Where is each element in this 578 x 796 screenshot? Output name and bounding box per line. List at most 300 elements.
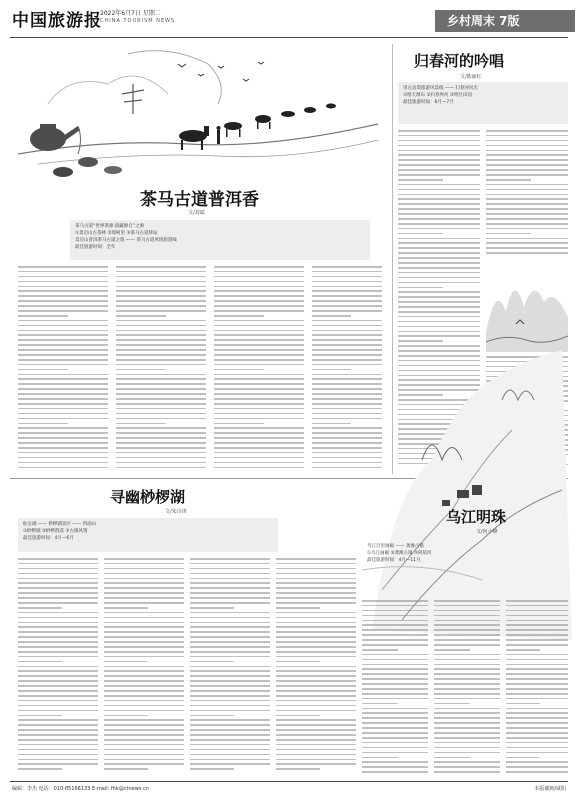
body-text-line	[18, 388, 108, 390]
body-text-line	[276, 587, 356, 589]
body-text-line	[214, 383, 304, 385]
body-text-line	[214, 290, 304, 292]
body-text-line	[312, 325, 382, 327]
body-text-line	[18, 334, 108, 336]
body-text-line	[276, 700, 356, 702]
body-text-line	[398, 331, 480, 333]
body-text-line	[214, 266, 304, 268]
body-text-line	[214, 349, 304, 351]
body-text-line	[276, 656, 356, 658]
body-text-line	[486, 150, 568, 152]
body-text-line	[434, 761, 500, 763]
body-text-line	[362, 761, 428, 763]
body-text-line	[116, 349, 206, 351]
body-text-line	[276, 670, 356, 672]
body-text-line	[214, 403, 304, 405]
body-text-line	[116, 354, 206, 356]
lake-article-title: 寻幽桫椤湖	[110, 488, 186, 506]
body-text-line	[434, 678, 500, 680]
body-text-line	[434, 732, 500, 734]
body-text-line	[190, 729, 270, 731]
body-text-line	[104, 670, 184, 672]
body-text-line	[104, 690, 184, 692]
body-text-line	[116, 266, 206, 268]
body-text-line	[398, 335, 480, 337]
body-text-line	[506, 727, 568, 729]
body-text-line	[506, 732, 568, 734]
body-text-line	[18, 602, 98, 604]
body-text-line	[104, 602, 184, 604]
body-text-line	[18, 622, 98, 624]
body-text-line	[506, 766, 568, 768]
body-text-line	[312, 315, 351, 317]
body-text-line	[398, 130, 480, 132]
body-text-line	[190, 739, 270, 741]
body-text-line	[276, 631, 356, 633]
body-text-line	[362, 712, 428, 714]
body-text-line	[398, 189, 480, 191]
body-text-line	[506, 668, 568, 670]
body-text-line	[18, 768, 62, 770]
body-text-line	[116, 310, 206, 312]
body-text-line	[18, 700, 98, 702]
body-text-line	[506, 737, 568, 739]
body-text-line	[434, 688, 500, 690]
body-text-line	[398, 262, 480, 264]
body-text-line	[276, 695, 356, 697]
body-text-line	[104, 759, 184, 761]
body-text-line	[214, 457, 304, 459]
body-text-line	[434, 693, 500, 695]
tea-body-column	[116, 266, 206, 472]
body-text-line	[116, 359, 206, 361]
body-text-line	[362, 620, 428, 622]
body-text-line	[116, 427, 206, 429]
body-text-line	[104, 724, 184, 726]
body-text-line	[18, 582, 98, 584]
body-text-line	[506, 605, 568, 607]
body-text-line	[398, 291, 480, 293]
page-footer	[10, 781, 568, 793]
body-text-line	[18, 759, 98, 761]
body-text-line	[434, 629, 500, 631]
body-text-line	[486, 154, 568, 156]
body-text-line	[398, 194, 480, 196]
body-text-line	[116, 281, 206, 283]
body-text-line	[276, 563, 356, 565]
body-text-line	[276, 666, 356, 668]
body-text-line	[434, 747, 500, 749]
body-text-line	[116, 423, 166, 425]
body-text-line	[506, 620, 568, 622]
body-text-line	[362, 698, 428, 700]
body-text-line	[18, 666, 98, 668]
body-text-line	[434, 634, 500, 636]
body-text-line	[116, 295, 206, 297]
body-text-line	[104, 646, 184, 648]
body-text-line	[18, 563, 98, 565]
body-text-line	[18, 462, 108, 464]
body-text-line	[398, 282, 480, 284]
body-text-line	[104, 700, 184, 702]
body-text-line	[398, 238, 480, 240]
body-text-line	[486, 140, 568, 142]
body-text-line	[486, 223, 568, 225]
body-text-line	[362, 678, 428, 680]
lake-body-column	[276, 558, 356, 778]
illustration-credit: 本版插画/咸阳	[534, 786, 566, 792]
body-text-line	[486, 135, 568, 137]
body-text-line	[18, 320, 108, 322]
river-article-title: 归春河的吟唱	[414, 52, 505, 70]
body-text-line	[506, 664, 568, 666]
body-text-line	[398, 296, 480, 298]
body-text-line	[116, 462, 206, 464]
body-text-line	[18, 680, 98, 682]
river-info-line: ①德天瀑布 ②归春界河 ③明仕田园	[403, 93, 472, 98]
body-text-line	[116, 334, 206, 336]
body-text-line	[104, 729, 184, 731]
body-text-line	[18, 597, 98, 599]
body-text-line	[104, 680, 184, 682]
body-text-line	[434, 717, 500, 719]
body-text-line	[434, 722, 500, 724]
body-text-line	[18, 393, 108, 395]
body-text-line	[190, 724, 270, 726]
body-text-line	[506, 644, 568, 646]
body-text-line	[312, 305, 382, 307]
body-text-line	[506, 742, 568, 744]
body-text-line	[486, 252, 568, 254]
body-text-line	[362, 615, 428, 617]
body-text-line	[116, 271, 206, 273]
body-text-line	[18, 715, 62, 717]
body-text-line	[506, 610, 568, 612]
tea-body-column	[18, 266, 108, 472]
body-text-line	[362, 688, 428, 690]
body-text-line	[104, 617, 184, 619]
body-text-line	[104, 582, 184, 584]
body-text-line	[506, 717, 568, 719]
body-text-line	[434, 727, 500, 729]
body-text-line	[486, 159, 568, 161]
body-text-line	[18, 617, 98, 619]
body-text-line	[18, 587, 98, 589]
body-text-line	[398, 184, 480, 186]
body-text-line	[190, 661, 234, 663]
body-text-line	[312, 271, 382, 273]
body-text-line	[434, 615, 500, 617]
body-text-line	[18, 636, 98, 638]
pearl-body-column	[506, 600, 568, 778]
body-text-line	[214, 413, 304, 415]
body-text-line	[276, 724, 356, 726]
body-text-line	[18, 651, 98, 653]
body-text-line	[190, 622, 270, 624]
lake-info-line: ①桫椤湖 ②桫椤群落 ③古镇风情	[23, 529, 88, 534]
body-text-line	[116, 305, 206, 307]
body-text-line	[312, 295, 382, 297]
body-text-line	[116, 457, 206, 459]
body-text-line	[434, 639, 500, 641]
body-text-line	[190, 744, 270, 746]
body-text-line	[276, 734, 356, 736]
river-gorge-illustration	[362, 340, 572, 640]
body-text-line	[312, 281, 382, 283]
body-text-line	[116, 418, 206, 420]
body-text-line	[190, 578, 270, 580]
body-text-line	[104, 695, 184, 697]
body-text-line	[18, 656, 98, 658]
body-text-line	[18, 558, 98, 560]
body-text-line	[104, 578, 184, 580]
lake-info-line: 仙女湖 —— 桫椤湖景区 —— 四面山	[23, 522, 97, 527]
pearl-info-line: ①乌江画廊 ②龚滩古镇 ③阿依河	[367, 551, 432, 556]
body-text-line	[190, 597, 270, 599]
body-text-line	[104, 587, 184, 589]
body-text-line	[104, 739, 184, 741]
body-text-line	[18, 467, 108, 469]
body-text-line	[190, 656, 270, 658]
body-text-line	[362, 649, 398, 651]
body-text-line	[18, 418, 108, 420]
body-text-line	[214, 427, 304, 429]
body-text-line	[214, 467, 304, 469]
body-text-line	[190, 768, 234, 770]
body-text-line	[398, 198, 480, 200]
body-text-line	[18, 408, 108, 410]
pearl-article-info-box	[362, 540, 568, 572]
body-text-line	[506, 722, 568, 724]
body-text-line	[312, 276, 382, 278]
body-text-line	[18, 670, 98, 672]
body-text-line	[398, 326, 480, 328]
body-text-line	[104, 636, 184, 638]
body-text-line	[18, 646, 98, 648]
river-article-info-box	[398, 82, 568, 124]
river-article-byline: 文/陈丽红	[460, 74, 482, 80]
body-text-line	[434, 664, 500, 666]
body-text-line	[486, 164, 568, 166]
body-text-line	[276, 710, 356, 712]
masthead	[0, 0, 578, 38]
body-text-line	[214, 408, 304, 410]
body-text-line	[276, 636, 356, 638]
body-text-line	[506, 654, 568, 656]
body-text-line	[116, 388, 206, 390]
body-text-line	[276, 558, 356, 560]
body-text-line	[362, 600, 428, 602]
body-text-line	[116, 364, 206, 366]
body-text-line	[276, 602, 356, 604]
body-text-line	[486, 130, 568, 132]
body-text-line	[362, 683, 428, 685]
body-text-line	[18, 344, 108, 346]
body-text-line	[116, 447, 206, 449]
body-text-line	[104, 622, 184, 624]
body-text-line	[116, 408, 206, 410]
tea-body-column	[214, 266, 304, 472]
body-text-line	[486, 203, 568, 205]
body-text-line	[214, 281, 304, 283]
body-text-line	[486, 179, 531, 181]
body-text-line	[104, 573, 184, 575]
body-text-line	[116, 374, 206, 376]
body-text-line	[18, 310, 108, 312]
body-text-line	[116, 369, 166, 371]
body-text-line	[276, 592, 356, 594]
body-text-line	[362, 727, 428, 729]
body-text-line	[104, 607, 148, 609]
body-text-line	[312, 330, 382, 332]
body-text-line	[18, 447, 108, 449]
body-text-line	[362, 634, 428, 636]
body-text-line	[362, 654, 428, 656]
body-text-line	[398, 267, 480, 269]
body-text-line	[18, 423, 68, 425]
body-text-line	[190, 754, 270, 756]
body-text-line	[434, 620, 500, 622]
body-text-line	[506, 703, 540, 705]
body-text-line	[434, 600, 500, 602]
body-text-line	[18, 290, 108, 292]
body-text-line	[276, 622, 356, 624]
tea-info-line: 茶马古道“世界茶源·滇藏源自”之源	[75, 224, 145, 229]
body-text-line	[190, 651, 270, 653]
body-text-line	[18, 374, 108, 376]
pearl-info-line: 最佳旅游时间：4月—11月	[367, 558, 421, 563]
body-text-line	[506, 639, 568, 641]
body-text-line	[18, 578, 98, 580]
body-text-line	[276, 626, 356, 628]
body-text-line	[214, 442, 304, 444]
body-text-line	[116, 290, 206, 292]
body-text-line	[214, 418, 304, 420]
body-text-line	[116, 393, 206, 395]
body-text-line	[362, 708, 428, 710]
body-text-line	[190, 617, 270, 619]
body-text-line	[312, 300, 382, 302]
body-text-line	[506, 649, 540, 651]
body-text-line	[190, 602, 270, 604]
body-text-line	[276, 715, 320, 717]
body-text-line	[362, 639, 428, 641]
body-text-line	[486, 208, 568, 210]
body-text-line	[18, 734, 98, 736]
body-text-line	[276, 763, 356, 765]
body-text-line	[398, 145, 480, 147]
body-text-line	[214, 388, 304, 390]
body-text-line	[486, 174, 568, 176]
body-text-line	[506, 688, 568, 690]
body-text-line	[214, 305, 304, 307]
body-text-line	[18, 266, 108, 268]
body-text-line	[116, 320, 206, 322]
body-text-line	[214, 276, 304, 278]
body-text-line	[18, 719, 98, 721]
body-text-line	[398, 252, 480, 254]
body-text-line	[214, 378, 304, 380]
body-text-line	[398, 257, 480, 259]
body-text-line	[190, 636, 270, 638]
body-text-line	[276, 578, 356, 580]
body-text-line	[276, 597, 356, 599]
body-text-line	[104, 558, 184, 560]
body-text-line	[276, 568, 356, 570]
body-text-line	[104, 666, 184, 668]
body-text-line	[276, 759, 356, 761]
body-text-line	[398, 242, 480, 244]
tea-info-line: ①景迈山古茶林 ②那柯里 ③茶马古道驿站	[75, 231, 158, 236]
body-text-line	[116, 452, 206, 454]
body-text-line	[190, 719, 270, 721]
body-text-line	[18, 286, 108, 288]
section-banner: 乡村周末 7版	[435, 10, 575, 32]
body-text-line	[276, 768, 320, 770]
body-text-line	[18, 568, 98, 570]
body-text-line	[104, 641, 184, 643]
body-text-line	[362, 747, 428, 749]
body-text-line	[18, 315, 68, 317]
body-text-line	[434, 649, 470, 651]
body-text-line	[276, 690, 356, 692]
editor-contact: 编辑：李杰 电话：010-85166133 E-mail: fhk@ctnews.cn	[12, 786, 149, 792]
body-text-line	[362, 664, 428, 666]
lake-info-line: 最佳旅游时间：4月—6月	[23, 536, 74, 541]
body-text-line	[398, 277, 480, 279]
body-text-line	[18, 427, 108, 429]
body-text-line	[18, 403, 108, 405]
body-text-line	[398, 164, 480, 166]
body-text-line	[116, 437, 206, 439]
body-text-line	[190, 626, 270, 628]
body-text-line	[362, 722, 428, 724]
pearl-info-line: 乌江百里画廊 —— 龚滩古镇	[367, 544, 424, 549]
body-text-line	[104, 597, 184, 599]
body-text-line	[116, 344, 206, 346]
body-text-line	[276, 617, 356, 619]
lake-body-column	[190, 558, 270, 778]
body-text-line	[506, 634, 568, 636]
body-text-line	[362, 610, 428, 612]
body-text-line	[312, 310, 382, 312]
body-text-line	[434, 737, 500, 739]
body-text-line	[214, 398, 304, 400]
body-text-line	[506, 761, 568, 763]
body-text-line	[506, 747, 568, 749]
body-text-line	[104, 768, 148, 770]
body-text-line	[434, 668, 500, 670]
body-text-line	[214, 300, 304, 302]
body-text-line	[18, 695, 98, 697]
body-text-line	[104, 612, 184, 614]
body-text-line	[104, 710, 184, 712]
body-text-line	[18, 573, 98, 575]
body-text-line	[190, 710, 270, 712]
body-text-line	[362, 659, 428, 661]
body-text-line	[190, 763, 270, 765]
body-text-line	[18, 685, 98, 687]
body-text-line	[214, 432, 304, 434]
body-text-line	[190, 700, 270, 702]
body-text-line	[18, 661, 62, 663]
body-text-line	[362, 703, 398, 705]
body-text-line	[214, 315, 264, 317]
body-text-line	[312, 286, 382, 288]
body-text-line	[362, 693, 428, 695]
newspaper-logo: 中国旅游报	[12, 11, 102, 31]
body-text-line	[398, 311, 480, 313]
